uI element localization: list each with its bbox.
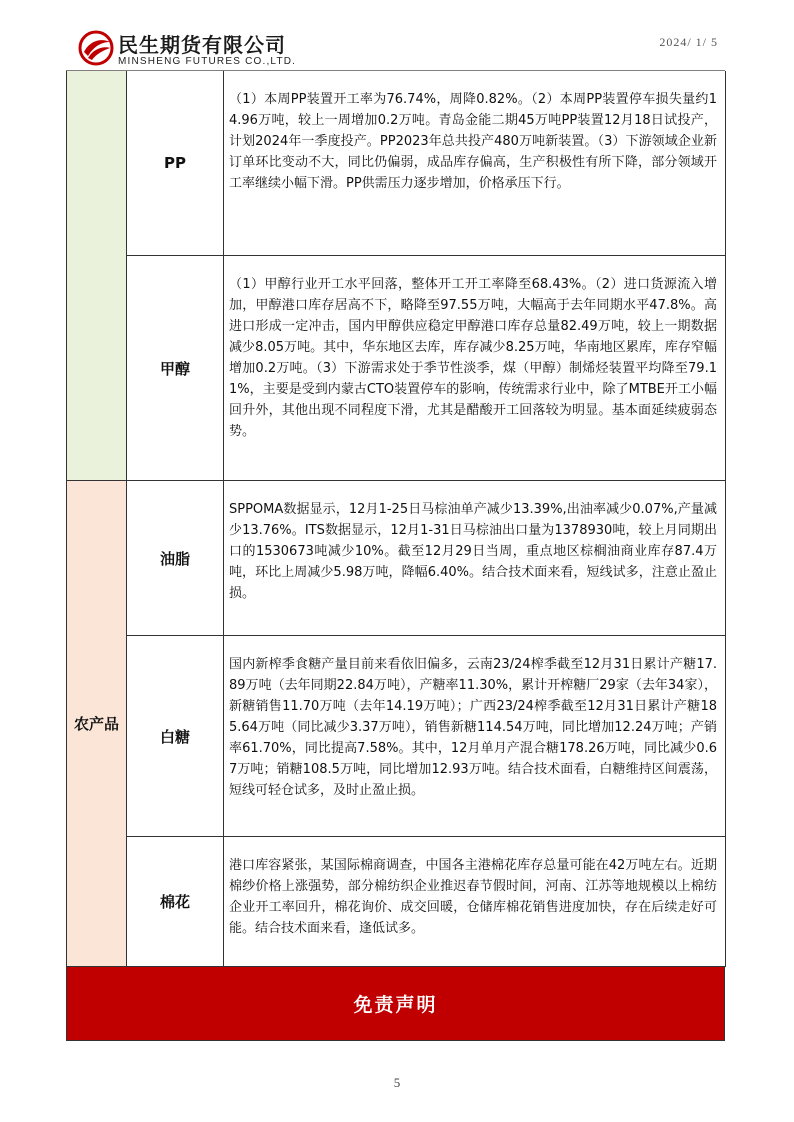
commodity-name: 白糖 xyxy=(127,636,224,836)
commodity-commentary: SPPOMA数据显示，12月1-25日马棕油单产减少13.39%,出油率减少0.07%,产量减少13.76%。ITS数据显示，12月1-31日马棕油出口量为1378930吨，较上月同期出口的1530673吨减少10%。截至12月29日当周，重点地区棕榈油商业库存87.4万吨，环比上周减少5.98万吨，降幅6.40%。结合技术面来看，短线试多，注意止盈止损。 xyxy=(229,502,717,601)
minsheng-logo-icon xyxy=(78,30,114,66)
table-row xyxy=(127,636,725,837)
table-row xyxy=(127,481,725,636)
commodity-commentary: （1）甲醇行业开工水平回落，整体开工开工率降至68.43%。（2）进口货源流入增加，甲醇港口库存居高不下，略降至97.55万吨，大幅高于去年同期水平47.8%。高进口形成一定冲击，国内甲醇供应稳定甲醇港口库存总量82.49万吨，较上一期数据减少8.05万吨。其中，华东地区去库，库存减少8.25万吨，华南地区累库，库存窄幅增加0.2万吨。（3）下游需求处于季节性淡季，煤（甲醇）制烯烃装置平均降至79.11%，主要是受到内蒙古CTO装置停车的影响，传统需求行业中，除了MTBE开工小幅回升外，其他出现不同程度下滑，尤其是醋酸开工回落较为明显。基本面延续疲弱态势。 xyxy=(229,277,717,439)
sector-label: 农产品 xyxy=(67,481,127,966)
sector-group-chemical xyxy=(67,71,725,480)
commodity-name: 油脂 xyxy=(127,481,224,635)
commodity-commentary: （1）本周PP装置开工率为76.74%，周降0.82%。（2）本周PP装置停车损失量约14.96万吨，较上一周增加0.2万吨。青岛金能二期45万吨PP装置12月18日试投产，计划2024年一季度投产。PP2023年总共投产480万吨新装置。（3）下游领域企业新订单环比变动不大，同比仍偏弱，成品库存偏高，生产积极性有所下降，部分领域开工率继续小幅下滑。PP供需压力逐步增加，价格承压下行。 xyxy=(229,92,717,191)
sector-rows xyxy=(127,71,725,480)
report-date: 2024/ 1/ 5 xyxy=(659,35,718,49)
table-row xyxy=(127,837,725,966)
commodity-commentary: 国内新榨季食糖产量目前来看依旧偏多，云南23/24榨季截至12月31日累计产糖17.89万吨（去年同期22.84万吨），产糖率11.30%，累计开榨糖厂29家（去年34家），新糖销售11.70万吨（去年14.19万吨）；广西23/24榨季截至12月31日累计产糖185.64万吨（同比减少3.37万吨），销售新糖114.54万吨，同比增加12.24万吨；产销率61.70%，同比提高7.58%。其中，12月单月产混合糖178.26万吨，同比减少0.67万吨；销糖108.5万吨，同比增加12.93万吨。结合技术面看，白糖维持区间震荡，短线可轻仓试多，及时止盈止损。 xyxy=(229,657,717,798)
commodity-table xyxy=(66,71,726,967)
logo-company-name-en: MINSHENG FUTURES CO.,LTD. xyxy=(118,56,297,67)
disclaimer-title: 免责声明 xyxy=(353,994,438,1016)
sector-group-agriculture xyxy=(67,480,725,966)
company-logo xyxy=(78,26,328,70)
disclaimer-banner xyxy=(66,966,725,1041)
page-number: 5 xyxy=(393,1075,401,1090)
table-row xyxy=(127,256,725,480)
table-row xyxy=(127,71,725,256)
sector-rows xyxy=(127,481,725,966)
commodity-name: PP xyxy=(127,71,224,255)
commodity-name: 甲醇 xyxy=(127,256,224,480)
sector-label xyxy=(67,71,127,480)
commodity-commentary: 港口库容紧张，某国际棉商调查，中国各主港棉花库存总量可能在42万吨左右。近期棉纱价格上涨强势，部分棉纺织企业推迟春节假时间，河南、江苏等地规模以上棉纺企业开工率回升，棉花询价、成交回暖，仓储库棉花销售进度加快，存在后续走好可能。结合技术面来看，逢低试多。 xyxy=(229,858,717,936)
commodity-name: 棉花 xyxy=(127,837,224,966)
logo-company-name-cn: 民生期货有限公司 xyxy=(118,33,286,57)
